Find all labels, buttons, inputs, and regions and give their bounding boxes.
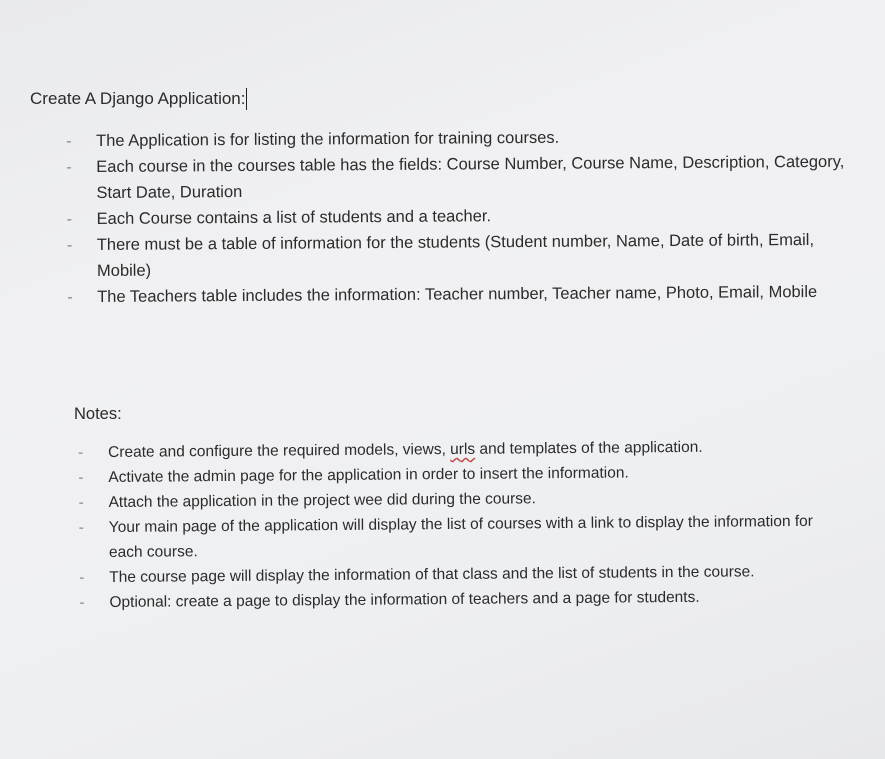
bullet-dash: - <box>78 519 85 537</box>
list-item <box>66 227 857 284</box>
document-title-text: Create A Django Application: <box>30 89 246 108</box>
bullet-dash: - <box>67 288 73 307</box>
note-text <box>108 439 703 461</box>
note-text: Optional: create a page to display the information of teachers and a page for students. <box>109 588 700 611</box>
requirement-text: Each course in the courses table has the fields: Course Number, Course Name, Description, Category, Start Date, Duration <box>96 152 845 202</box>
note-text: Your main page of the application will display the list of courses with a link to display the information for each course. <box>108 512 814 561</box>
notes-heading: Notes: <box>74 405 122 423</box>
bullet-dash: - <box>66 210 73 229</box>
note-text: Activate the admin page for the application in order to insert the information. <box>108 464 629 486</box>
text-cursor <box>246 88 247 110</box>
requirement-text: Each Course contains a list of students and a teacher. <box>96 207 492 228</box>
bullet-dash: - <box>78 444 84 462</box>
spellcheck-flagged-word[interactable]: urls <box>450 440 476 459</box>
requirement-text: There must be a table of information for the students (Student number, Name, Date of birth, Email, Mobile) <box>96 230 815 280</box>
bullet-dash: - <box>79 594 85 612</box>
bullet-dash: - <box>78 469 84 487</box>
list-item <box>66 149 856 206</box>
notes-list <box>78 434 829 615</box>
bullet-dash: - <box>66 158 72 177</box>
bullet-dash: - <box>66 236 73 255</box>
document-title[interactable] <box>30 88 247 110</box>
bullet-dash: - <box>78 494 84 512</box>
requirements-list <box>66 123 857 310</box>
list-item <box>79 584 829 615</box>
list-item <box>67 279 857 310</box>
note-text-part: Create and configure the required models, views, <box>108 441 451 461</box>
note-text: The course page will display the information of that class and the list of students in the course. <box>109 563 755 586</box>
requirement-text: The Teachers table includes the information: Teacher number, Teacher name, Photo, Email, Mobile <box>97 282 818 306</box>
note-text: Attach the application in the project wee did during the course. <box>108 490 536 511</box>
list-item <box>78 509 829 565</box>
note-text-part: and templates of the application. <box>475 438 703 458</box>
bullet-dash: - <box>66 132 72 151</box>
requirement-text: The Application is for listing the information for training courses. <box>96 128 560 150</box>
bullet-dash: - <box>79 569 85 587</box>
